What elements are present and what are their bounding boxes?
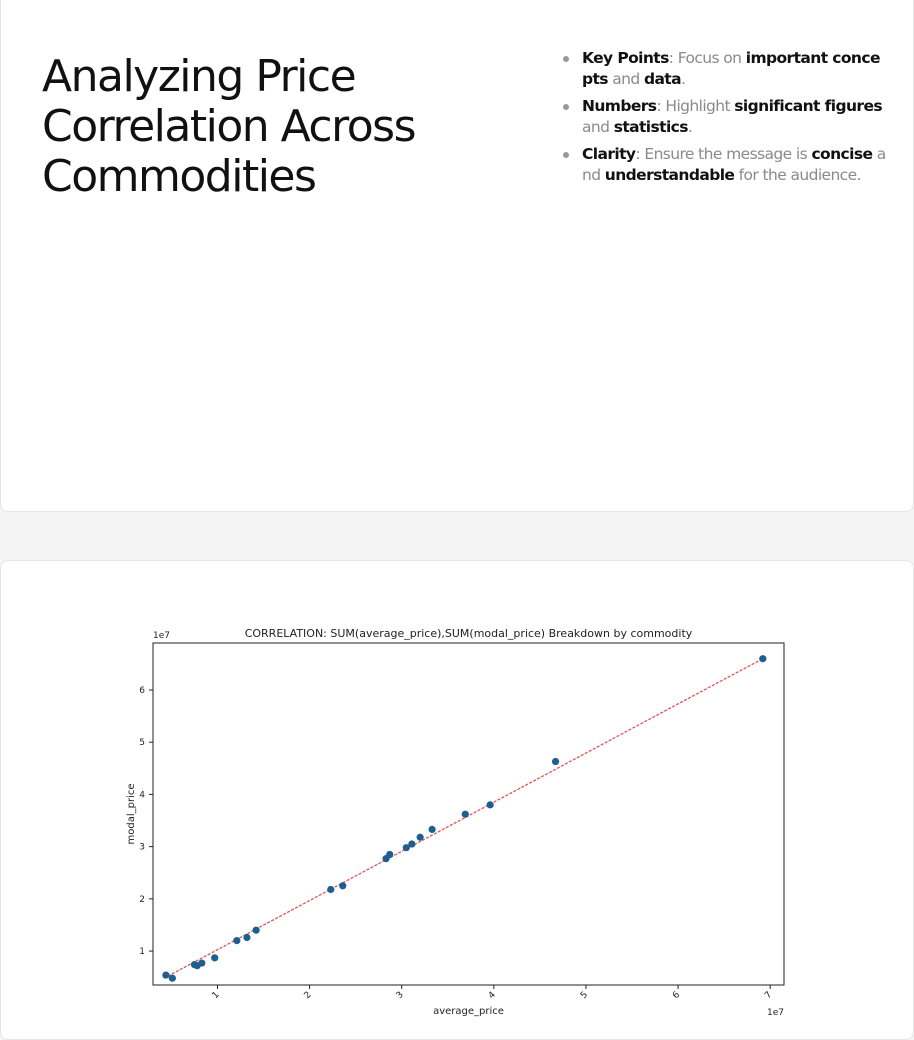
x-tick-label: 2 <box>302 990 314 1002</box>
y-axis-label: modal_price <box>126 783 137 845</box>
bullet-text: : Focus on <box>668 49 746 67</box>
bullet-text: and <box>582 118 614 136</box>
bullet-term: Numbers <box>582 97 657 115</box>
data-point <box>339 882 346 889</box>
data-point <box>169 975 176 982</box>
data-point <box>233 937 240 944</box>
x-axis-label: average_price <box>433 1006 504 1017</box>
y-tick-label: 5 <box>139 738 145 749</box>
x-tick-label: 6 <box>671 990 683 1002</box>
data-point <box>198 959 205 966</box>
bullet-text: . <box>680 70 686 88</box>
bullet-text: for the audience. <box>734 166 861 184</box>
y-tick-label: 4 <box>139 790 145 801</box>
data-point <box>211 954 218 961</box>
bullet-term: Key Points <box>582 49 669 67</box>
slide-title: Analyzing Price Correlation Across Commodities <box>42 51 416 202</box>
data-point <box>462 811 469 818</box>
bullet-emphasis: concise <box>811 145 873 163</box>
data-point <box>386 851 393 858</box>
x-tick-label: 7 <box>763 990 775 1002</box>
x-tick-label: 1 <box>210 990 222 1002</box>
x-tick-label: 3 <box>394 990 406 1002</box>
y-tick-label: 2 <box>139 894 145 905</box>
bullet-term: Clarity <box>582 145 636 163</box>
data-point <box>408 840 415 847</box>
bullet-emphasis: understandable <box>604 166 735 184</box>
data-point <box>429 826 436 833</box>
bullet-emphasis: significant figures <box>734 97 882 115</box>
bullet-emphasis: statistics <box>613 118 688 136</box>
bullet-text: and <box>582 145 886 184</box>
bullet-text: : Ensure the message is <box>635 145 812 163</box>
data-point <box>253 927 260 934</box>
x-tick-label: 5 <box>578 990 591 1002</box>
x-tick-label: 4 <box>486 990 498 1002</box>
bullet-text: : Highlight <box>656 97 735 115</box>
y-offset-label: 1e7 <box>153 631 170 641</box>
x-offset-label: 1e7 <box>767 1008 784 1018</box>
data-point <box>243 934 250 941</box>
data-point <box>552 758 559 765</box>
y-tick-label: 6 <box>139 685 145 696</box>
chart-title: CORRELATION: SUM(average_price),SUM(modal_price) Breakdown by commodity <box>244 627 693 640</box>
bullet-text: . <box>687 118 693 136</box>
data-point <box>162 971 169 978</box>
y-tick-label: 3 <box>139 842 145 853</box>
data-point <box>327 886 334 893</box>
data-point <box>417 834 424 841</box>
y-tick-label: 1 <box>139 947 145 958</box>
bullet-emphasis: important concepts <box>582 49 880 88</box>
data-point <box>759 655 766 662</box>
bullet-text: and <box>607 70 644 88</box>
data-point <box>487 801 494 808</box>
bullet-emphasis: data <box>643 70 681 88</box>
